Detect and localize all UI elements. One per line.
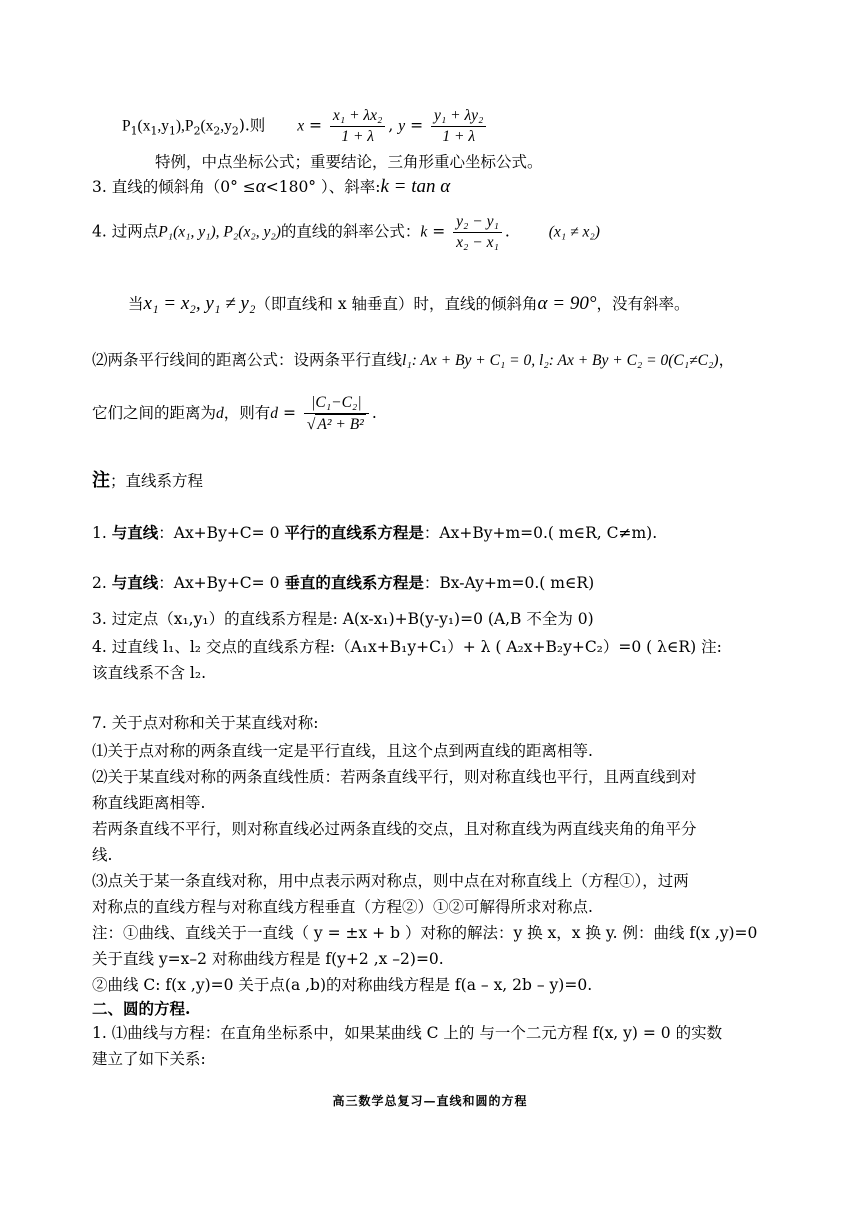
- family-perpendicular: 2. 与直线：Ax+By+C= 0 垂直的直线系方程是：Bx-Ay+m=0.( m∈R): [92, 573, 595, 592]
- vertical-line-note: 当x₁ = x₂, y₁ ≠ y₂（即直线和 x 轴垂直）时，直线的倾斜角α = 90°，没有斜率。: [128, 293, 690, 314]
- text-line: ⑵关于某直线对称的两条直线性质：若两条直线平行，则对称直线也平行，且两直线到对: [92, 768, 697, 786]
- parallel-distance-formula: ⑵两条平行线间的距离公式：设两条平行直线l₁: Ax + By + C₁ = 0, l₂: Ax + By + C₂ = 0(C₁≠C₂)，: [92, 351, 735, 369]
- item-4-slope-formula: 4. 过两点P₁(x₁, y₁), P₂(x₂, y₂)的直线的斜率公式：k = $\frac{\text{y₂ − y₁}}{\text{x₂ − x₁}}$ . (x₁ ≠ x₂): [92, 213, 600, 251]
- text-line: ⑴关于点对称的两条直线一定是平行直线，且这个点到两直线的距离相等.: [92, 742, 593, 760]
- text-line: ②曲线 C: f(x ,y)=0 关于点(a ,b)的对称曲线方程是 f(a – x, 2b – y)=0.: [92, 976, 593, 994]
- text-line: 若两条直线不平行，则对称直线必过两条直线的交点，且对称直线为两直线夹角的角平分: [92, 820, 697, 838]
- text-line: 注：①曲线、直线关于一直线（ y = ±x + b ）对称的解法：y 换 x，x 换 y. 例：曲线 f(x ,y)=0: [92, 924, 758, 942]
- fraction-slope: $\frac{\text{y₂ − y₁}}{\text{x₂ − x₁}}$: [453, 212, 502, 253]
- fraction-distance: $\frac{\text{|C₁−C₂|}}{\text{√ A² + B²}}$: [304, 393, 369, 435]
- heading-line-family: 注；直线系方程: [92, 470, 204, 491]
- text-line: 建立了如下关系:: [92, 1050, 206, 1068]
- family-parallel: 1. 与直线：Ax+By+C= 0 平行的直线系方程是：Ax+By+m=0.( m∈R, C≠m).: [92, 523, 658, 542]
- text-line: 4. 过直线 l₁、l₂ 交点的直线系方程:（A₁x+B₁y+C₁）+ λ ( A₂x+B₂y+C₂）=0 ( λ∈R) 注:: [92, 638, 722, 656]
- text-line: 线.: [92, 846, 113, 864]
- text-line: 3. 过定点（x₁,y₁）的直线系方程是: A(x-x₁)+B(y-y₁)=0 (A,B 不全为 0): [92, 610, 594, 628]
- text-line: 特例，中点坐标公式；重要结论，三角形重心坐标公式。: [155, 153, 543, 171]
- section-circle-heading: 二、圆的方程.: [92, 999, 191, 1018]
- fraction-y: $\frac{\text{y₁ + λy₂}}{1 + \lambda}$: [431, 106, 486, 147]
- section-ratio-formula: $P_1(x_1,y_1),P_2(x_2,y_2)$.则 x = $\frac{\text{x₁ + λx₂}}{1 + \lambda}$ , y = $\frac{\text{y₁ + λy₂}}{1 + \lambda}$: [122, 106, 802, 147]
- text-line: 称直线距离相等.: [92, 794, 206, 812]
- text-line: 7. 关于点对称和关于某直线对称:: [92, 714, 319, 732]
- page-footer: 高三数学总复习—直线和圆的方程: [332, 1094, 528, 1108]
- text-line: ⑶点关于某一条直线对称，用中点表示两对称点，则中点在对称直线上（方程①），过两: [92, 872, 689, 890]
- text-line: 1. ⑴曲线与方程：在直角坐标系中，如果某曲线 C 上的 与一个二元方程 f(x, y) = 0 的实数: [92, 1024, 723, 1042]
- text-line: 该直线系不含 l₂.: [92, 664, 207, 682]
- distance-result: 它们之间的距离为d，则有d = $\frac{\text{|C₁−C₂|}}{\text{√ A² + B²}}$ .: [92, 394, 377, 433]
- text-line: 关于直线 y=x–2 对称曲线方程是 f(y+2 ,x –2)=0.: [92, 950, 444, 968]
- text-line: 对称点的直线方程与对称直线方程垂直（方程②）①②可解得所求对称点.: [92, 898, 593, 916]
- item-3-inclination: 3. 直线的倾斜角（0° ≤α<180° ）、斜率:k = tan α: [92, 176, 451, 197]
- fraction-x: $\frac{\text{x₁ + λx₂}}{1 + \lambda}$: [330, 106, 385, 147]
